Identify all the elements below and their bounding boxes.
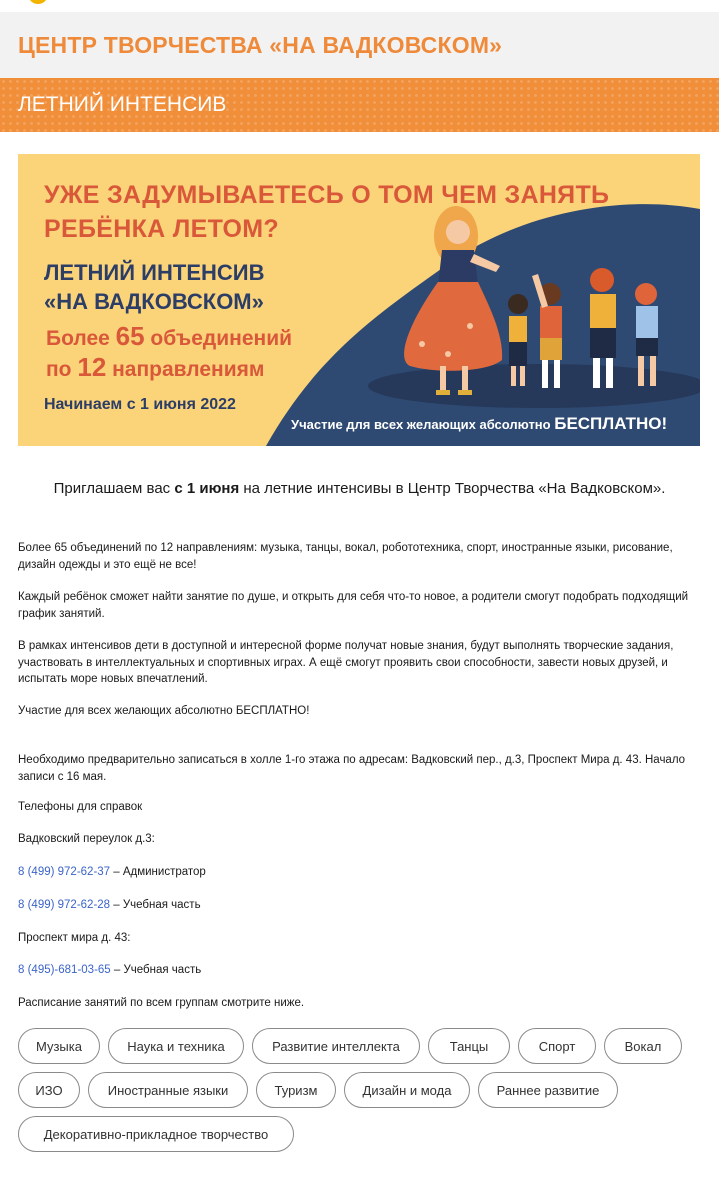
filter-chip-science[interactable]: Наука и техника xyxy=(108,1028,244,1064)
filter-chip-dance[interactable]: Танцы xyxy=(428,1028,510,1064)
banner-stats xyxy=(46,322,292,384)
banner-free-note: Участие для всех желающих абсолютно БЕСПЛАТНО! xyxy=(291,414,668,433)
filter-chip-early-development[interactable]: Раннее развитие xyxy=(478,1072,618,1108)
filter-chip-intellect[interactable]: Развитие интеллекта xyxy=(252,1028,420,1064)
banner-stats-line1: Более 65 объединений xyxy=(46,321,293,351)
section-title: ЛЕТНИЙ ИНТЕНСИВ xyxy=(18,93,227,116)
phone-admin: 8 (499) 972-62-37 – Администратор xyxy=(18,866,206,878)
logo-icon[interactable] xyxy=(28,0,48,4)
filter-chip-languages[interactable]: Иностранные языки xyxy=(88,1072,248,1108)
intro-text: Приглашаем вас с 1 июня на летние интенсивы в Центр Творчества «На Вадковском». xyxy=(53,480,666,497)
banner-title xyxy=(44,258,264,316)
banner-headline-line1: УЖЕ ЗАДУМЫВАЕТЕСЬ О ТОМ ЧЕМ ЗАНЯТЬ xyxy=(44,181,610,209)
paragraph-free: Участие для всех желающих абсолютно БЕСПЛАТНО! xyxy=(18,705,310,717)
phone-edu-2: 8 (495)-681-03-65 – Учебная часть xyxy=(18,964,202,976)
site-header xyxy=(0,12,719,78)
filter-chip-design[interactable]: Дизайн и мода xyxy=(344,1072,470,1108)
site-title[interactable]: ЦЕНТР ТВОРЧЕСТВА «НА ВАДКОВСКОМ» xyxy=(18,32,503,58)
banner-stats-line2: по 12 направлениям xyxy=(46,352,265,382)
banner-title-line1: ЛЕТНИЙ ИНТЕНСИВ xyxy=(44,260,265,285)
filter-chip-music[interactable]: Музыка xyxy=(18,1028,100,1064)
paragraph-choice: Каждый ребёнок сможет найти занятие по душе, и открыть для себя что-то новое, а родители смогут подобрать подходящий график занятий. xyxy=(18,591,689,620)
paragraph-directions: Более 65 объединений по 12 направлениям: музыка, танцы, вокал, робототехника, спорт, иностранные языки, рисование, дизайн одежды и это ещё не все! xyxy=(18,542,673,571)
schedule-note: Расписание занятий по всем группам смотрите ниже. xyxy=(18,997,305,1009)
section-bar xyxy=(0,78,719,132)
filter-chip-vocal[interactable]: Вокал xyxy=(604,1028,682,1064)
promo-banner xyxy=(18,154,700,446)
phone-link[interactable]: 8 (495)-681-03-65 xyxy=(18,964,111,976)
banner-start-date: Начинаем с 1 июня 2022 xyxy=(44,396,236,413)
phone-link[interactable]: 8 (499) 972-62-28 xyxy=(18,899,111,911)
paragraph-activities: В рамках интенсивов дети в доступной и интересной форме получат новые знания, будут выполнять творческие задания, участвовать в интеллектуальных и спортивных играх. А ещё смогут проявить свои способности, завести новых друзей, и испытать море новых впечатлений. xyxy=(18,640,674,685)
banner-title-line2: «НА ВАДКОВСКОМ» xyxy=(44,289,264,314)
banner-headline-line2: РЕБЁНКА ЛЕТОМ? xyxy=(44,215,279,243)
phone-link[interactable]: 8 (499) 972-62-37 xyxy=(18,866,111,878)
filter-chip-tourism[interactable]: Туризм xyxy=(256,1072,336,1108)
banner-headline xyxy=(44,178,609,246)
address-vadkovsky: Вадковский переулок д.3: xyxy=(18,833,155,845)
phone-edu-1: 8 (499) 972-62-28 – Учебная часть xyxy=(18,899,201,911)
paragraph-registration: Необходимо предварительно записаться в холле 1-го этажа по адресам: Вадковский пер., д.3, Проспект Мира д. 43. Начало записи с 16 мая. xyxy=(18,754,686,783)
contacts-heading: Телефоны для справок xyxy=(18,801,143,813)
filter-chip-art[interactable]: ИЗО xyxy=(18,1072,80,1108)
filter-chip-crafts[interactable]: Декоративно-прикладное творчество xyxy=(18,1116,294,1152)
top-strip xyxy=(0,0,719,12)
filter-chip-sport[interactable]: Спорт xyxy=(518,1028,596,1064)
address-mira: Проспект мира д. 43: xyxy=(18,932,131,944)
